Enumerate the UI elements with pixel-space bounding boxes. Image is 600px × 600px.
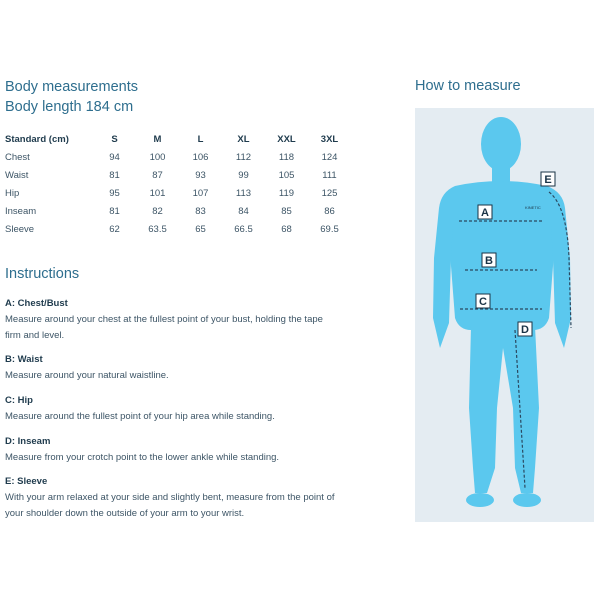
instruction-waist — [5, 352, 335, 384]
table-cell: 107 — [192, 187, 209, 199]
table-cell: 84 — [238, 205, 249, 217]
table-cell: 83 — [195, 205, 206, 217]
size-table — [5, 130, 351, 238]
row-label: Sleeve — [5, 223, 35, 235]
table-cell: 66.5 — [234, 223, 253, 235]
row-label: Hip — [5, 187, 20, 199]
instruction-chest — [5, 296, 335, 344]
table-cell: 124 — [321, 151, 338, 163]
label-b: B — [485, 255, 493, 267]
table-cell: 125 — [321, 187, 338, 199]
column-header: Standard (cm) — [5, 133, 69, 145]
table-cell: 118 — [278, 151, 295, 163]
instructions-title: Instructions — [5, 266, 80, 282]
instruction-text: Measure around your natural waistline. — [5, 370, 169, 381]
table-cell: 106 — [192, 151, 209, 163]
instruction-heading: A: Chest/Bust — [5, 298, 68, 309]
table-cell: 113 — [235, 187, 252, 199]
table-cell: 63.5 — [148, 223, 167, 235]
label-a: A — [481, 207, 489, 219]
table-cell: 82 — [152, 205, 163, 217]
table-row — [5, 184, 351, 202]
table-row — [5, 220, 351, 238]
label-d-box — [518, 322, 532, 336]
instruction-text: Measure from your crotch point to the lower ankle while standing. — [5, 452, 280, 463]
table-row — [5, 148, 351, 166]
table-cell: 99 — [238, 169, 249, 181]
label-a-box — [478, 205, 492, 219]
label-b-box — [482, 253, 496, 267]
table-cell: 81 — [109, 205, 120, 217]
brand-logo: KINETIC — [525, 205, 541, 210]
table-cell: 85 — [281, 205, 292, 217]
body-figure — [415, 108, 594, 522]
table-cell: 65 — [195, 223, 206, 235]
table-cell: 119 — [278, 187, 295, 199]
table-cell: 94 — [109, 151, 120, 163]
row-label: Chest — [5, 151, 30, 163]
instruction-heading: C: Hip — [5, 395, 33, 406]
instruction-sleeve — [5, 474, 335, 522]
column-header: XXL — [277, 133, 296, 145]
instruction-heading: D: Inseam — [5, 436, 51, 447]
table-row — [5, 166, 351, 184]
instruction-text: With your arm relaxed at your side and slightly bent, measure from the point of your shoulder down the outside of your arm to your wrist. — [5, 492, 335, 519]
instruction-heading: B: Waist — [5, 354, 43, 365]
table-header-row — [5, 130, 351, 148]
table-cell: 105 — [278, 169, 295, 181]
table-cell: 100 — [149, 151, 166, 163]
table-cell: 69.5 — [320, 223, 339, 235]
table-cell: 87 — [152, 169, 163, 181]
column-header: S — [111, 133, 118, 145]
instruction-heading: E: Sleeve — [5, 476, 48, 487]
figure-title: How to measure — [415, 78, 521, 94]
table-cell: 86 — [324, 205, 335, 217]
instruction-inseam — [5, 434, 335, 466]
label-c-box — [476, 294, 490, 308]
table-cell: 81 — [109, 169, 120, 181]
figure-panel — [415, 108, 594, 522]
label-e: E — [544, 174, 552, 186]
column-header: XL — [237, 133, 250, 145]
instruction-text: Measure around the fullest point of your hip area while standing. — [5, 411, 275, 422]
table-cell: 111 — [322, 169, 337, 181]
table-row — [5, 202, 351, 220]
label-c: C — [479, 296, 487, 308]
label-d: D — [521, 324, 529, 336]
instruction-text: Measure around your chest at the fullest point of your bust, holding the tape firm and level. — [5, 314, 323, 341]
table-cell: 62 — [109, 223, 120, 235]
instruction-hip — [5, 393, 335, 425]
column-header: M — [153, 133, 162, 145]
column-header: 3XL — [320, 133, 339, 145]
page-title: Body measurements — [5, 79, 138, 95]
table-cell: 95 — [109, 187, 120, 199]
row-label: Waist — [5, 169, 29, 181]
table-cell: 112 — [235, 151, 252, 163]
table-cell: 101 — [149, 187, 166, 199]
label-e-box — [541, 172, 555, 186]
table-cell: 93 — [195, 169, 206, 181]
page-subtitle: Body length 184 cm — [5, 99, 134, 115]
column-header: L — [197, 133, 204, 145]
row-label: Inseam — [5, 205, 37, 217]
table-cell: 68 — [281, 223, 292, 235]
